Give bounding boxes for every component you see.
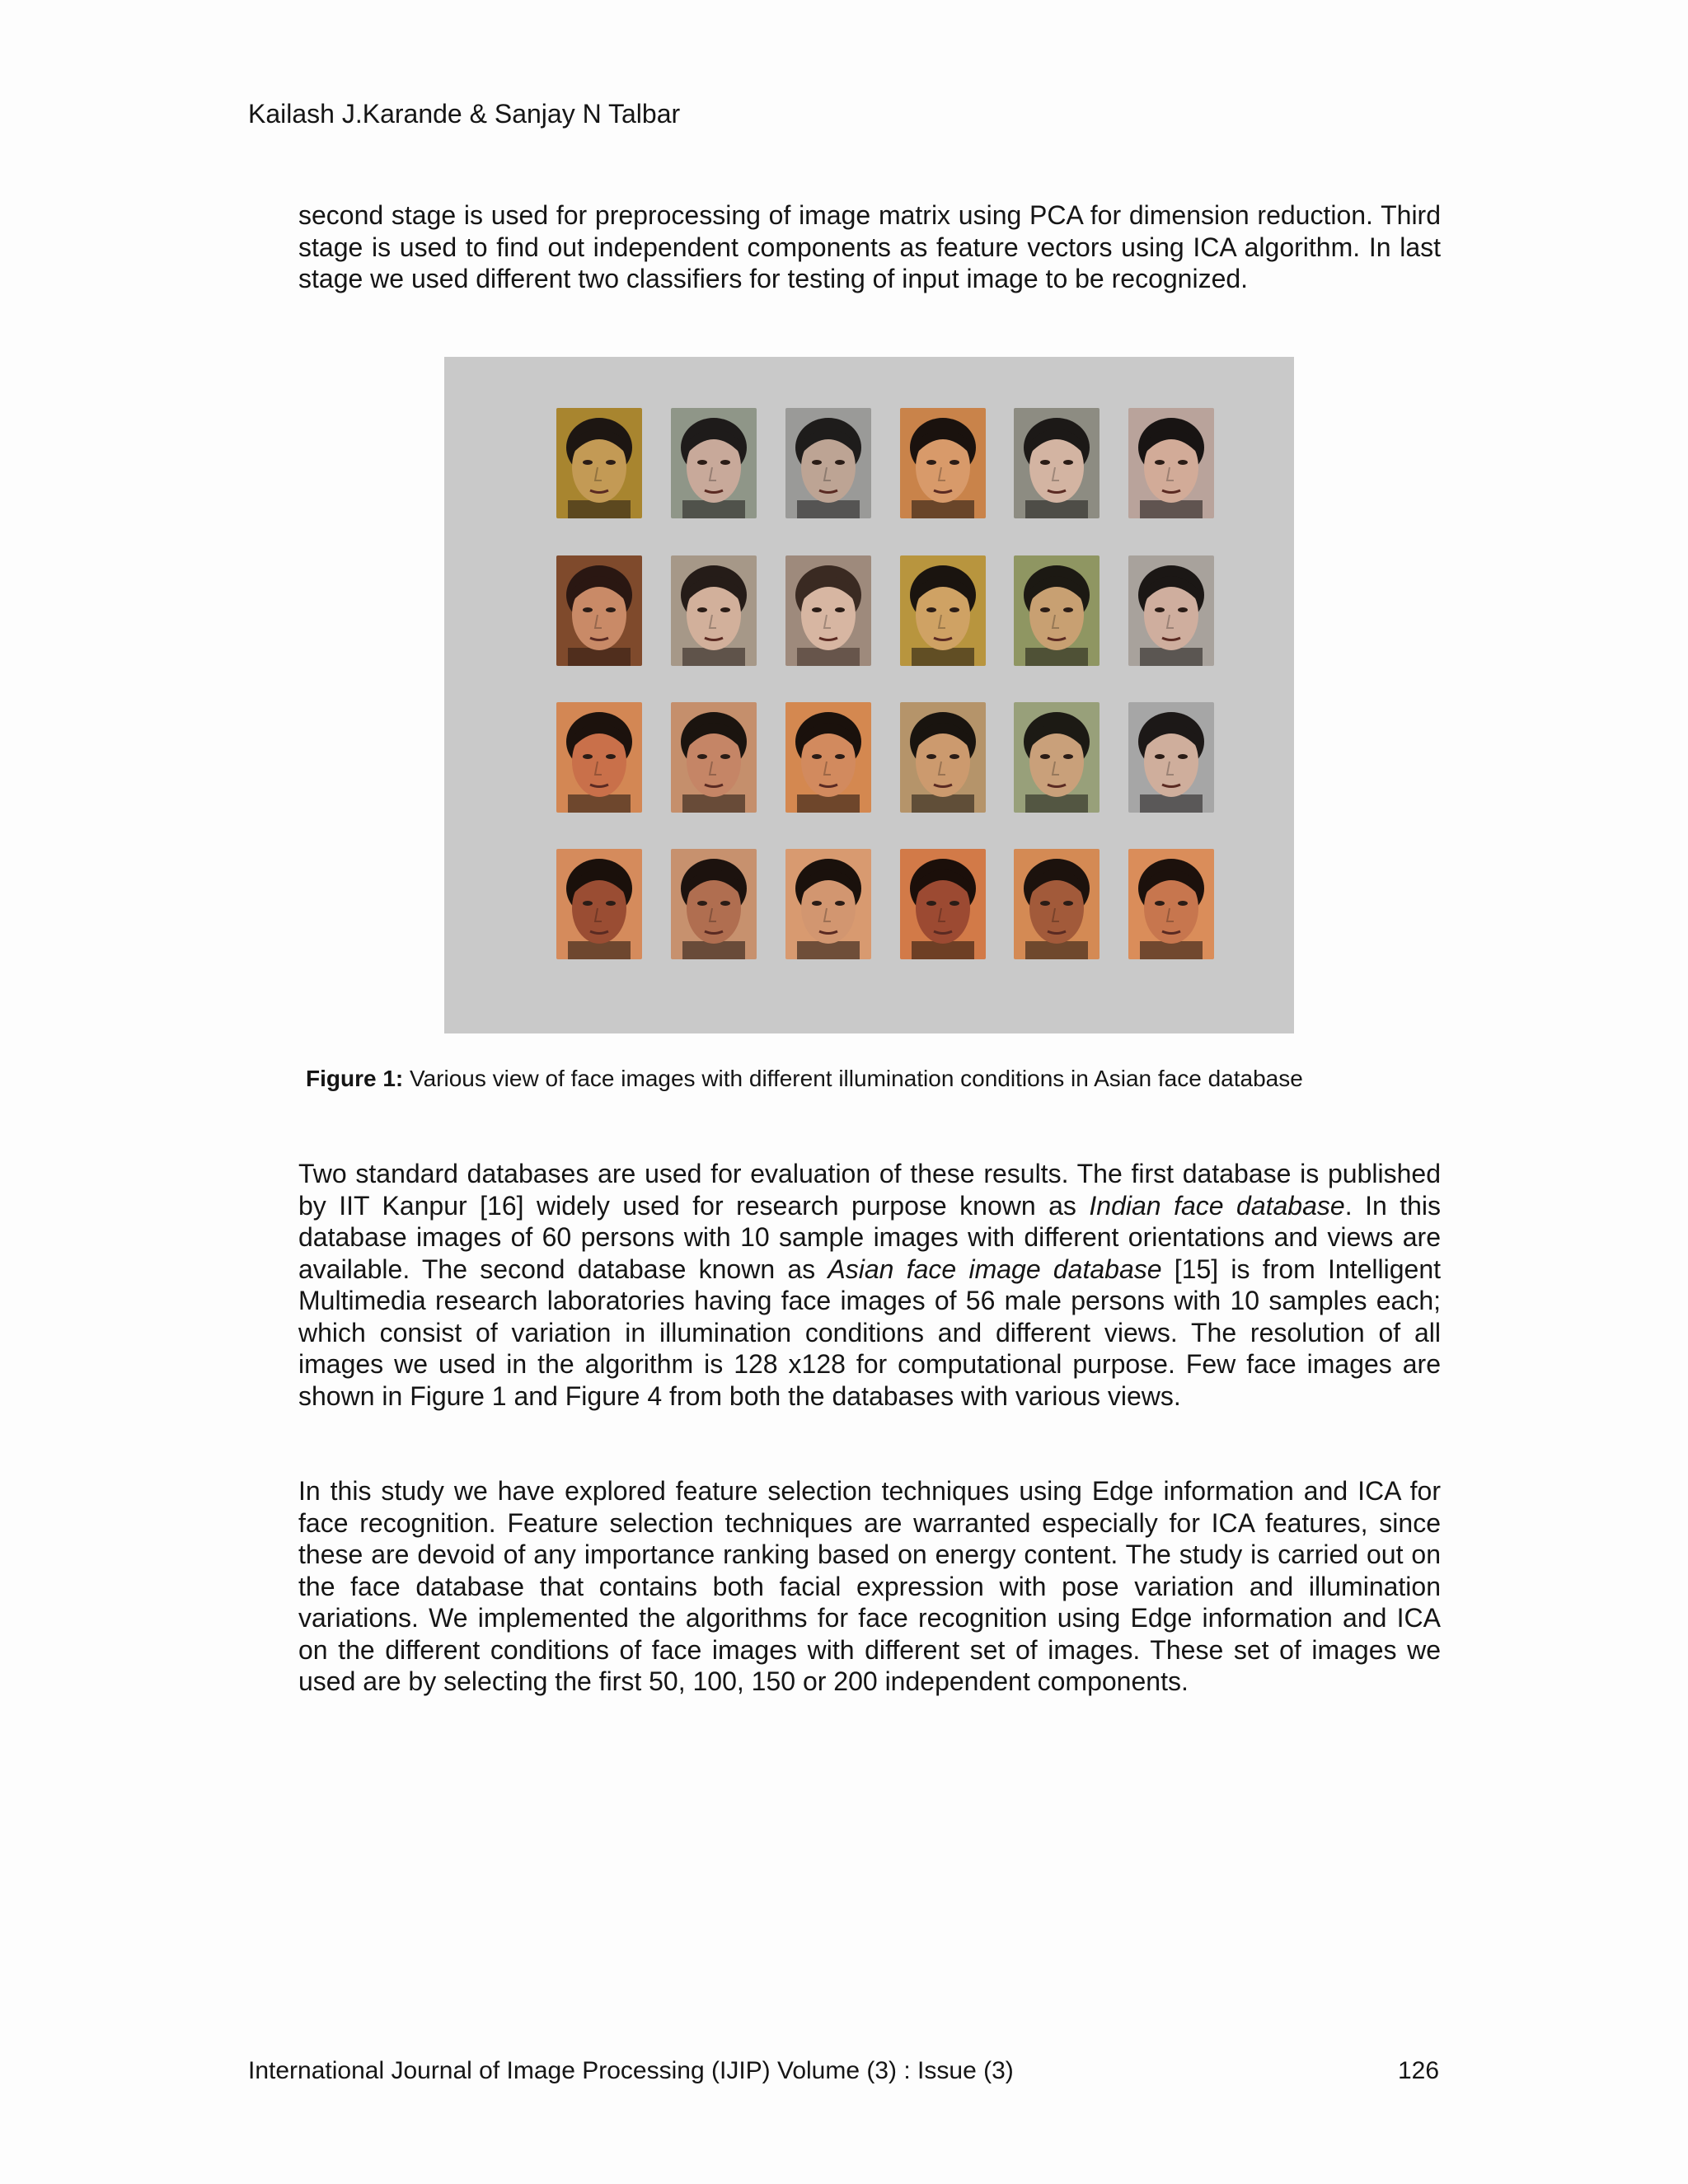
footer-page-number: 126 bbox=[1398, 2057, 1440, 2084]
paragraph-intro: second stage is used for preprocessing of image matrix using PCA for dimension reduction. Third stage is used to find out independent components as feature vectors using ICA algorithm. In last stage we used different two classifiers for testing of input image to be recognized. bbox=[298, 200, 1441, 293]
paragraph-study: In this study we have explored feature selection techniques using Edge information and ICA for face recognition. Feature selection techniques are warranted especially for ICA features, since these are devoid of any importance ranking based on energy content. The study is carried out on the face database that contains both facial expression with pose variation and illumination variations. We implemented the algorithms for face recognition using Edge information and ICA on the different conditions of face images with different set of images. These set of images we used are by selecting the first 50, 100, 150 or 200 independent components. bbox=[298, 1476, 1441, 1696]
face-thumbnail bbox=[556, 408, 642, 518]
p2-text-3: [15] is from Intelligent Multimedia research laboratories having face images of 56 male persons with 10 samples each; which consist of variation in illumination conditions and different views. The resolution of all images we used in the algorithm is 128 x128 for computational purpose. Few face images are shown in Figure 1 and Figure 4 from both the databases with various views. bbox=[298, 1254, 1441, 1411]
face-thumbnail bbox=[1014, 702, 1100, 813]
face-thumbnail bbox=[900, 408, 986, 518]
face-thumbnail bbox=[556, 702, 642, 813]
face-thumbnail bbox=[785, 849, 871, 959]
footer-journal: International Journal of Image Processing (IJIP) Volume (3) : Issue (3) bbox=[248, 2057, 1014, 2084]
face-thumbnail bbox=[1014, 849, 1100, 959]
face-thumbnail bbox=[1128, 555, 1214, 666]
face-thumbnail bbox=[1128, 702, 1214, 813]
p2-italic-asian-face-database: Asian face image database bbox=[828, 1254, 1162, 1284]
face-thumbnail bbox=[785, 555, 871, 666]
face-thumbnail bbox=[556, 849, 642, 959]
face-thumbnail bbox=[1014, 408, 1100, 518]
p2-text-2: . In this database images of 60 persons with 10 sample images with different orientations and views are available. The second database known as bbox=[298, 1190, 1442, 1284]
face-thumbnail bbox=[671, 408, 757, 518]
figure-1-face-grid bbox=[444, 357, 1294, 1033]
p2-text-1: Two standard databases are used for evaluation of these results. The first database is published by IIT Kanpur [16] widely used for research purpose known as bbox=[298, 1159, 1441, 1221]
face-thumbnail bbox=[671, 849, 757, 959]
figure-1-caption bbox=[306, 1064, 1303, 1094]
face-thumbnail bbox=[900, 849, 986, 959]
caption-text: Various view of face images with different illumination conditions in Asian face database bbox=[403, 1066, 1303, 1091]
face-thumbnail bbox=[785, 702, 871, 813]
p2-italic-indian-face-database: Indian face database bbox=[1089, 1190, 1345, 1221]
face-thumbnail bbox=[671, 555, 757, 666]
face-thumbnail bbox=[900, 702, 986, 813]
running-header-authors: Kailash J.Karande & Sanjay N Talbar bbox=[248, 99, 681, 129]
caption-label: Figure 1: bbox=[306, 1066, 404, 1091]
face-thumbnail bbox=[671, 702, 757, 813]
face-thumbnail bbox=[1014, 555, 1100, 666]
paragraph-databases bbox=[298, 1158, 1441, 1412]
face-thumbnail bbox=[785, 408, 871, 518]
face-thumbnail bbox=[1128, 849, 1214, 959]
face-thumbnail bbox=[1128, 408, 1214, 518]
face-thumbnail bbox=[556, 555, 642, 666]
face-thumbnail bbox=[900, 555, 986, 666]
